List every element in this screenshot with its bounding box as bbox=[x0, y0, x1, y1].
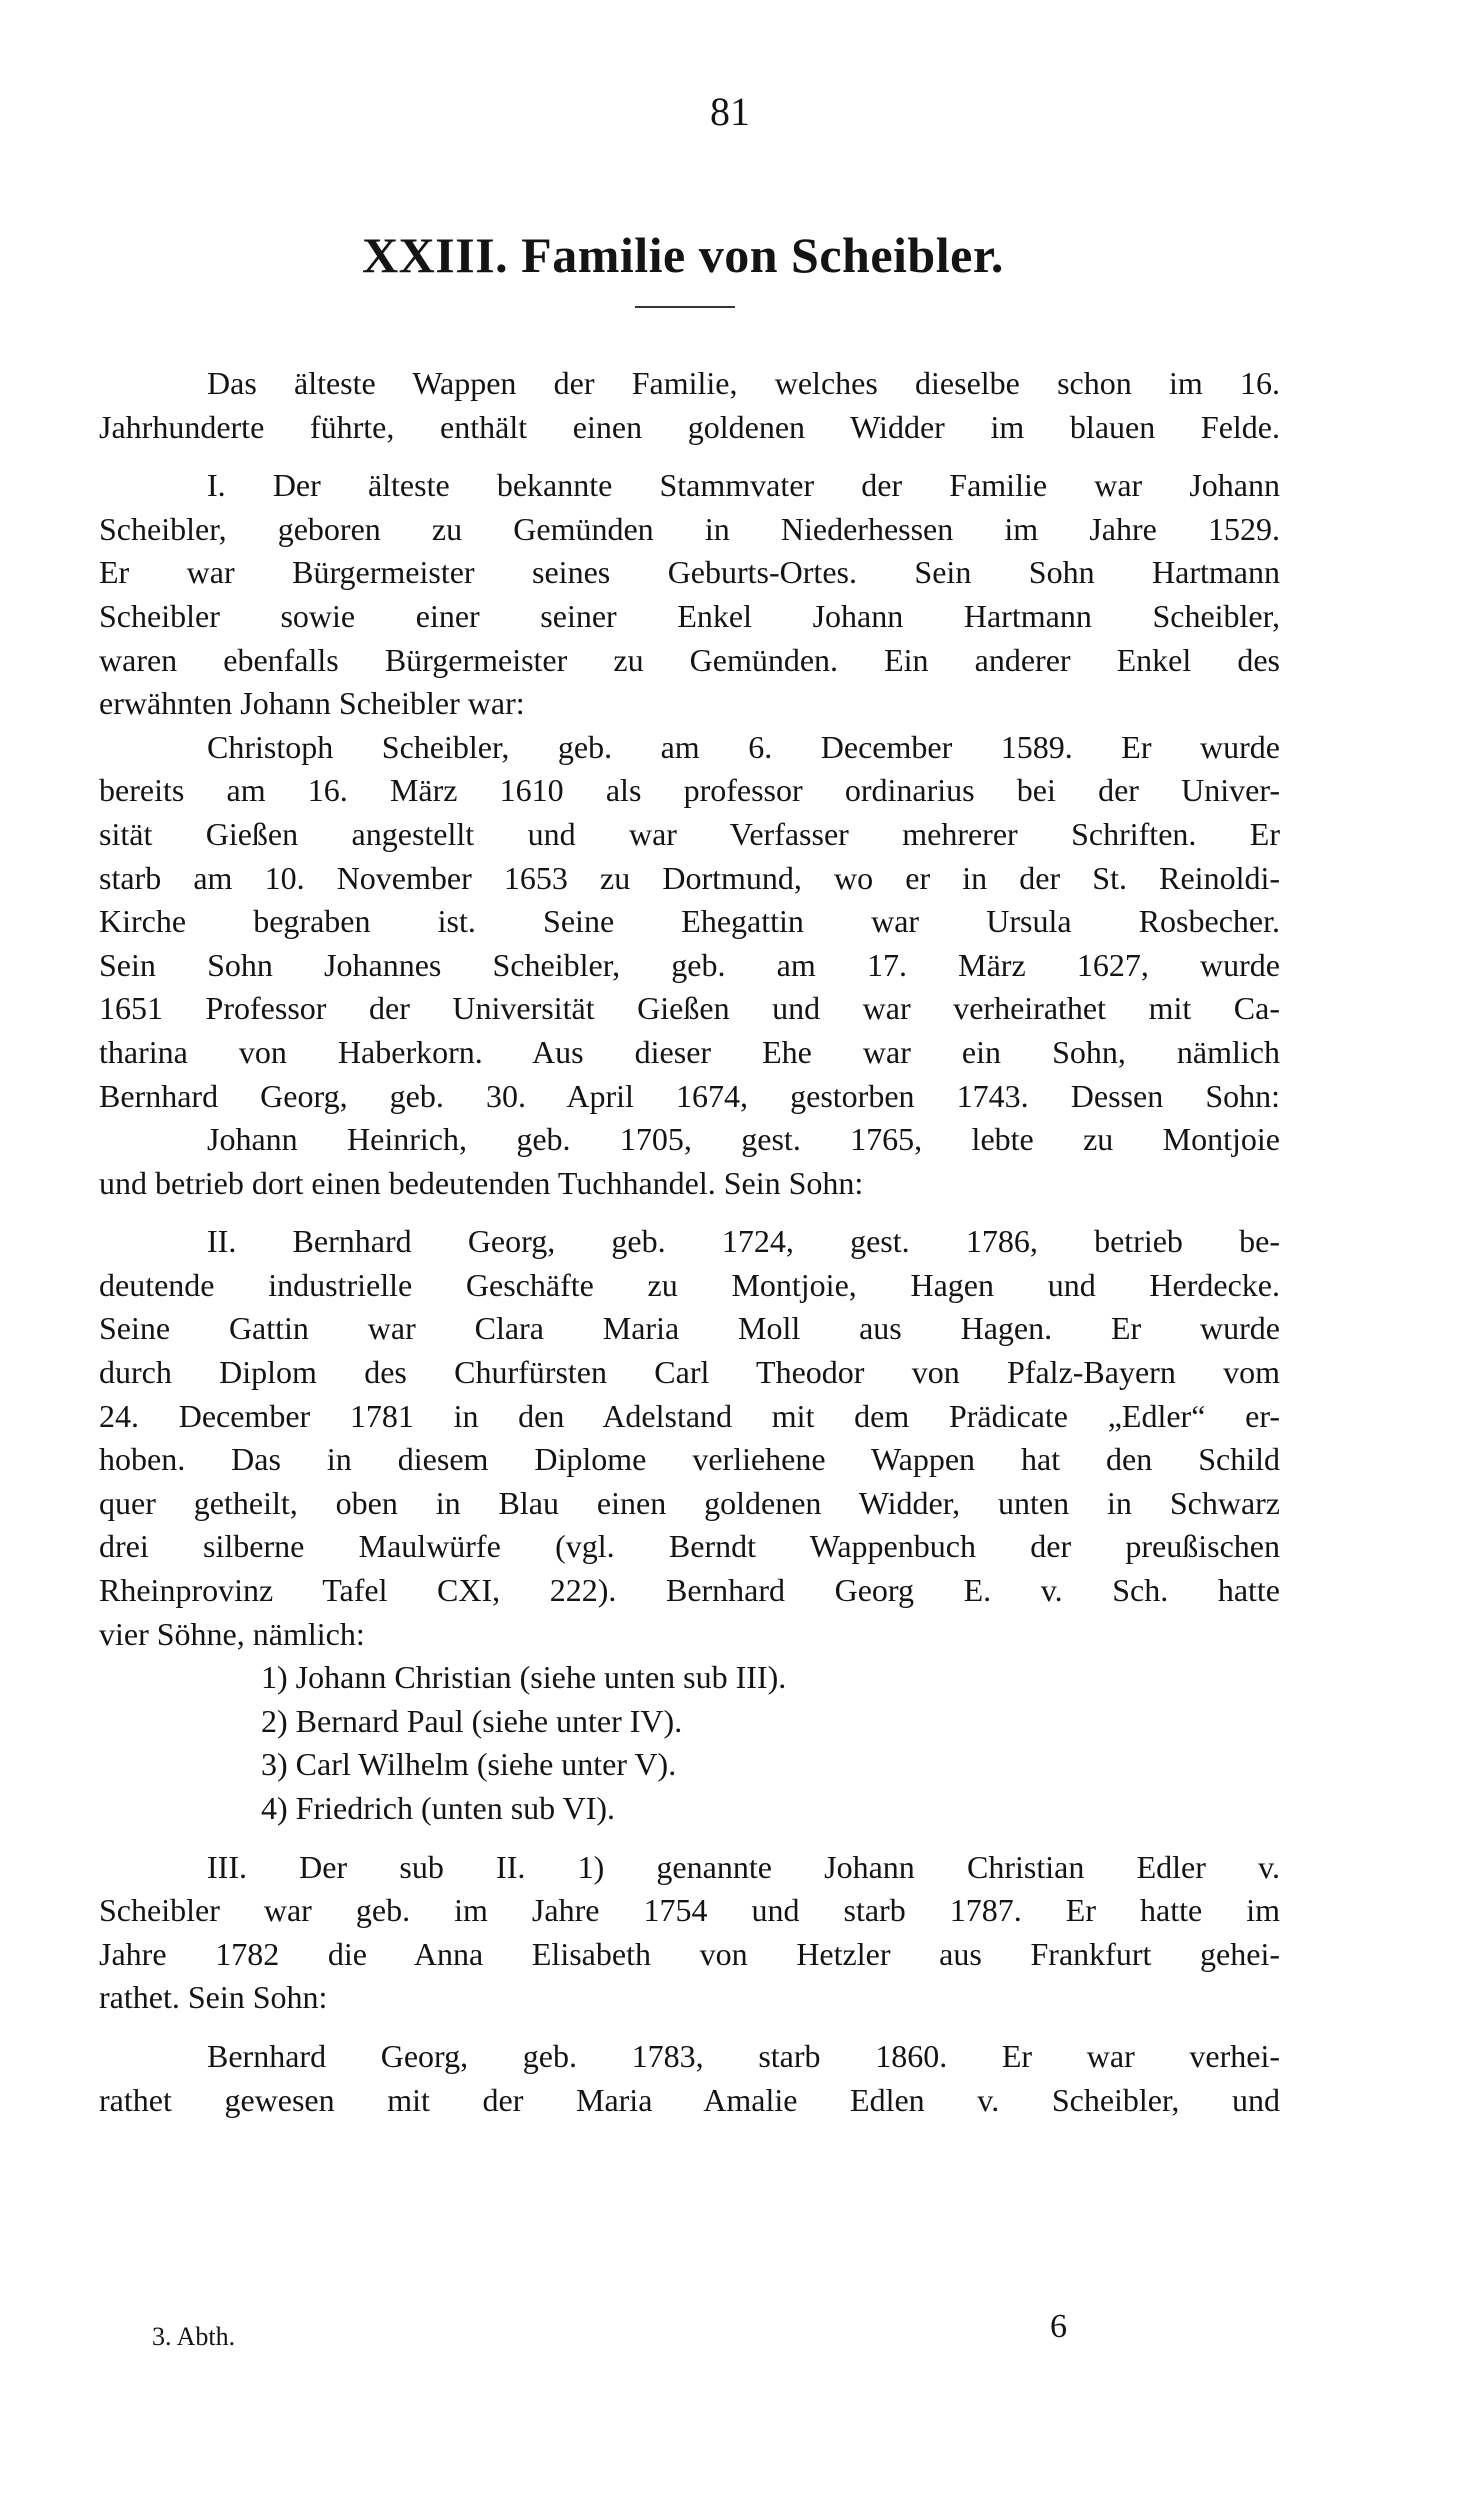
text-line: starb am 10. November 1653 zu Dortmund, wo er in der St. Reinoldi- bbox=[99, 859, 1280, 896]
text-line: bereits am 16. März 1610 als professor ordinarius bei der Univer- bbox=[99, 772, 1280, 809]
text-line: deutende industrielle Geschäfte zu Montjoie, Hagen und Herdecke. bbox=[99, 1266, 1280, 1303]
title-divider bbox=[635, 306, 735, 308]
text-line: II. Bernhard Georg, geb. 1724, gest. 1786, betrieb be- bbox=[207, 1223, 1280, 1260]
text-line: sität Gießen angestellt und war Verfasser mehrerer Schriften. Er bbox=[99, 815, 1280, 852]
text-line: Bernhard Georg, geb. 30. April 1674, gestorben 1743. Dessen Sohn: bbox=[99, 1077, 1280, 1114]
text-line: vier Söhne, nämlich: bbox=[99, 1615, 365, 1652]
sons-list bbox=[99, 1656, 1280, 1830]
text-line: Rheinprovinz Tafel CXI, 222). Bernhard Georg E. v. Sch. hatte bbox=[99, 1572, 1280, 1609]
text-line: Johann Heinrich, geb. 1705, gest. 1765, lebte zu Montjoie bbox=[207, 1121, 1280, 1158]
text-line: III. Der sub II. 1) genannte Johann Christian Edler v. bbox=[207, 1848, 1280, 1885]
text-line: Scheibler sowie einer seiner Enkel Johann Hartmann Scheibler, bbox=[99, 597, 1280, 634]
text-line: Scheibler war geb. im Jahre 1754 und starb 1787. Er hatte im bbox=[99, 1892, 1280, 1929]
text-line: Bernhard Georg, geb. 1783, starb 1860. Er war verhei- bbox=[207, 2037, 1280, 2074]
text-line: I. Der älteste bekannte Stammvater der Familie war Johann bbox=[207, 467, 1280, 504]
text-line: waren ebenfalls Bürgermeister zu Gemünden. Ein anderer Enkel des bbox=[99, 641, 1280, 678]
text-line: Seine Gattin war Clara Maria Moll aus Hagen. Er wurde bbox=[99, 1310, 1280, 1347]
text-line: 1651 Professor der Universität Gießen und war verheirathet mit Ca- bbox=[99, 990, 1280, 1027]
text-line: Jahre 1782 die Anna Elisabeth von Hetzler aus Frankfurt gehei- bbox=[99, 1935, 1280, 1972]
paragraph bbox=[99, 1118, 1280, 1205]
text-line: Jahrhunderte führte, enthält einen goldenen Widder im blauen Felde. bbox=[99, 408, 1280, 445]
footer-signature: 3. Abth. bbox=[152, 2322, 236, 2351]
text-line: erwähnten Johann Scheibler war: bbox=[99, 685, 525, 722]
text-line: rathet. Sein Sohn: bbox=[99, 1979, 328, 2016]
text-line: durch Diplom des Churfürsten Carl Theodor von Pfalz-Bayern vom bbox=[99, 1354, 1280, 1391]
paragraph bbox=[99, 1846, 1280, 2020]
text-line: 24. December 1781 in den Adelstand mit dem Prädicate „Edler“ er- bbox=[99, 1397, 1280, 1434]
body-text bbox=[99, 362, 1280, 2122]
paragraph bbox=[99, 362, 1280, 449]
paragraph bbox=[99, 464, 1280, 726]
list-item: 2) Bernard Paul (siehe unter IV). bbox=[261, 1702, 683, 1739]
text-line: drei silberne Maulwürfe (vgl. Berndt Wappenbuch der preußischen bbox=[99, 1528, 1280, 1565]
chapter-title: XXIII. Familie von Scheibler. bbox=[362, 227, 1004, 283]
text-line: hoben. Das in diesem Diplome verliehene Wappen hat den Schild bbox=[99, 1441, 1280, 1478]
list-item: 4) Friedrich (unten sub VI). bbox=[261, 1790, 615, 1826]
text-line: und betrieb dort einen bedeutenden Tuchhandel. Sein Sohn: bbox=[99, 1164, 864, 1201]
text-line: rathet gewesen mit der Maria Amalie Edlen v. Scheibler, und bbox=[99, 2081, 1280, 2118]
list-item: 1) Johann Christian (siehe unten sub III). bbox=[261, 1659, 787, 1696]
text-line: Sein Sohn Johannes Scheibler, geb. am 17. März 1627, wurde bbox=[99, 946, 1280, 983]
page-number: 81 bbox=[710, 89, 750, 134]
paragraph bbox=[99, 726, 1280, 1118]
text-line: tharina von Haberkorn. Aus dieser Ehe war ein Sohn, nämlich bbox=[99, 1033, 1280, 1070]
text-line: Christoph Scheibler, geb. am 6. December 1589. Er wurde bbox=[207, 728, 1280, 765]
list-item: 3) Carl Wilhelm (siehe unter V). bbox=[261, 1746, 677, 1783]
paragraph bbox=[99, 2035, 1280, 2122]
text-line: Das älteste Wappen der Familie, welches dieselbe schon im 16. bbox=[207, 365, 1280, 401]
text-line: Scheibler, geboren zu Gemünden in Niederhessen im Jahre 1529. bbox=[99, 510, 1280, 547]
text-line: Kirche begraben ist. Seine Ehegattin war Ursula Rosbecher. bbox=[99, 903, 1280, 940]
footer-sheet-number: 6 bbox=[1050, 2308, 1067, 2345]
text-line: quer getheilt, oben in Blau einen goldenen Widder, unten in Schwarz bbox=[99, 1484, 1280, 1521]
text-line: Er war Bürgermeister seines Geburts-Ortes. Sein Sohn Hartmann bbox=[99, 554, 1280, 591]
paragraph bbox=[99, 1220, 1280, 1656]
